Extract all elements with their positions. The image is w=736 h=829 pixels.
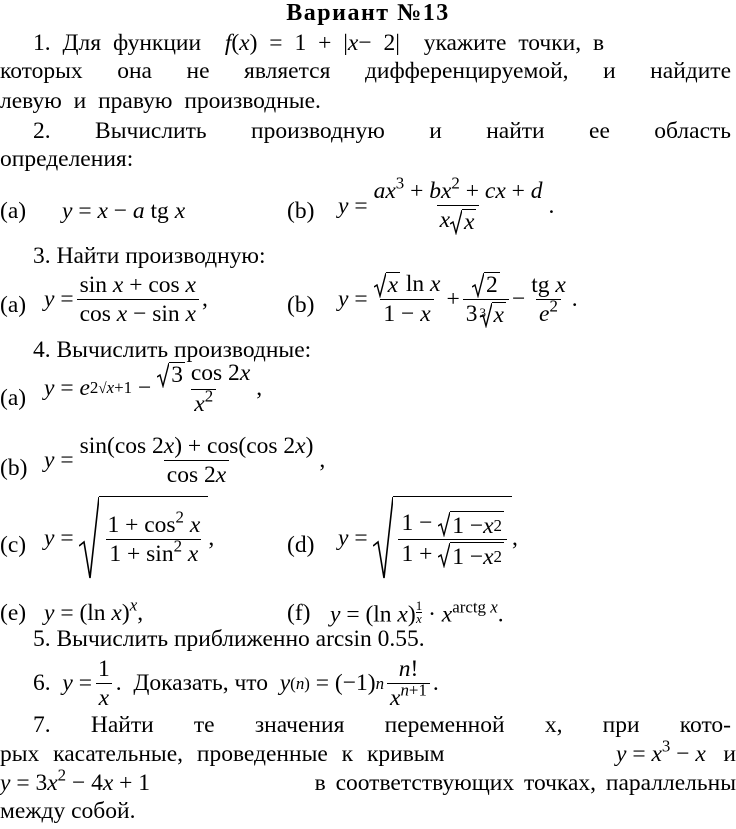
problem-6-text: Доказать, что — [133, 670, 268, 696]
problem-4a-label: (a) — [0, 385, 27, 411]
problem-4b-formula: y = $\frac{\sin(\cos 2x) + \cos(\cos 2x)}{\cos 2x}$ , — [44, 433, 326, 488]
problem-2b-formula: y = $ax^3 + bx^2$ + cx + d x x . — [338, 173, 555, 235]
problem-1-line-2: которых она не является дифференцируемой, и найдите — [0, 58, 731, 84]
problem-4b-label: (b) — [0, 455, 28, 481]
problem-4d-label: (d) — [287, 532, 315, 558]
problem-2b-label: (b) — [287, 198, 315, 224]
problem-7-line-4: между собой. — [0, 798, 136, 824]
problem-4c-label: (c) — [0, 532, 27, 558]
problem-1-line-1 — [33, 30, 604, 56]
problem-7-line-2 — [0, 736, 736, 767]
problem-4d-formula: y = 1 − 1 − x 2 1 + 1 − x 2 , — [338, 496, 518, 580]
problem-4f-formula: y = (ln x) $^{\frac{1}{x}}$ · $x^{arctg x}$. — [330, 597, 504, 628]
page-title: Вариант №13 — [286, 0, 450, 26]
problem-7-line-1: 7. Найти те значения переменной x, при кото- — [33, 712, 731, 738]
problem-6-line: 6. y = $\frac{1}{x}$ . Доказать, что y (n) = (−1) n $\frac{n!}{x^{n+1}}$ . — [33, 656, 439, 711]
problem-4f-label: (f) — [287, 600, 311, 626]
problem-2a-label: (a) — [0, 198, 27, 224]
problem-3b-formula: y = x ln x 1 − x + 2 3 3 x − $\frac{\text{tg x}}{e^2}$ . — [338, 270, 578, 329]
problem-2-line-1: 2. Вычислить производную и найти ее область — [33, 118, 731, 144]
problem-4a-formula: y = e 2√x+1 − 3 cos 2x $x^2$ , — [44, 360, 263, 417]
problem-4c-formula: y = $\frac{1 + \cos^2 x}{1 + \sin^2 x}$ , — [44, 496, 214, 580]
problem-1-text-a: 1. Для функции — [33, 30, 202, 56]
problem-7-text-a: рых касательные, проведенные к кривым — [0, 741, 445, 767]
problem-3-line-1: 3. Найти производную: — [33, 243, 266, 269]
problem-3a-formula: y = $\frac{\text{sin x + cos x}}{\text{cos x − sin x}}$ , — [44, 272, 208, 327]
problem-3b-label: (b) — [287, 292, 315, 318]
problem-3a-label: (a) — [0, 292, 27, 318]
problem-1-line-3: левую и правую производные. — [0, 88, 321, 114]
problem-2-line-2: определения: — [0, 146, 134, 172]
problem-6-number: 6. — [33, 670, 51, 696]
problem-4e-formula: y = (ln x)$^x$, — [44, 595, 144, 626]
problem-2a-formula: y = x − a tg x — [62, 198, 186, 224]
problem-1-formula: f ( x ) = 1 + | x − 2| — [224, 30, 400, 56]
problem-7-line-3 — [0, 765, 736, 796]
problem-1-text-b: укажите точки, в — [423, 30, 605, 56]
problem-5-line-1: 5. Вычислить приближенно arcsin 0.55. — [33, 626, 425, 652]
problem-7-formula-1: $y = x^3 - x$ и — [616, 736, 736, 767]
problem-4-line-1: 4. Вычислить производные: — [33, 337, 312, 363]
problem-4e-label: (e) — [0, 600, 27, 626]
problem-7-formula-2: $y = 3x^2 - 4x + 1$ — [0, 765, 151, 796]
problem-7-text-b: в соответствующих точках, параллельны — [314, 770, 736, 796]
